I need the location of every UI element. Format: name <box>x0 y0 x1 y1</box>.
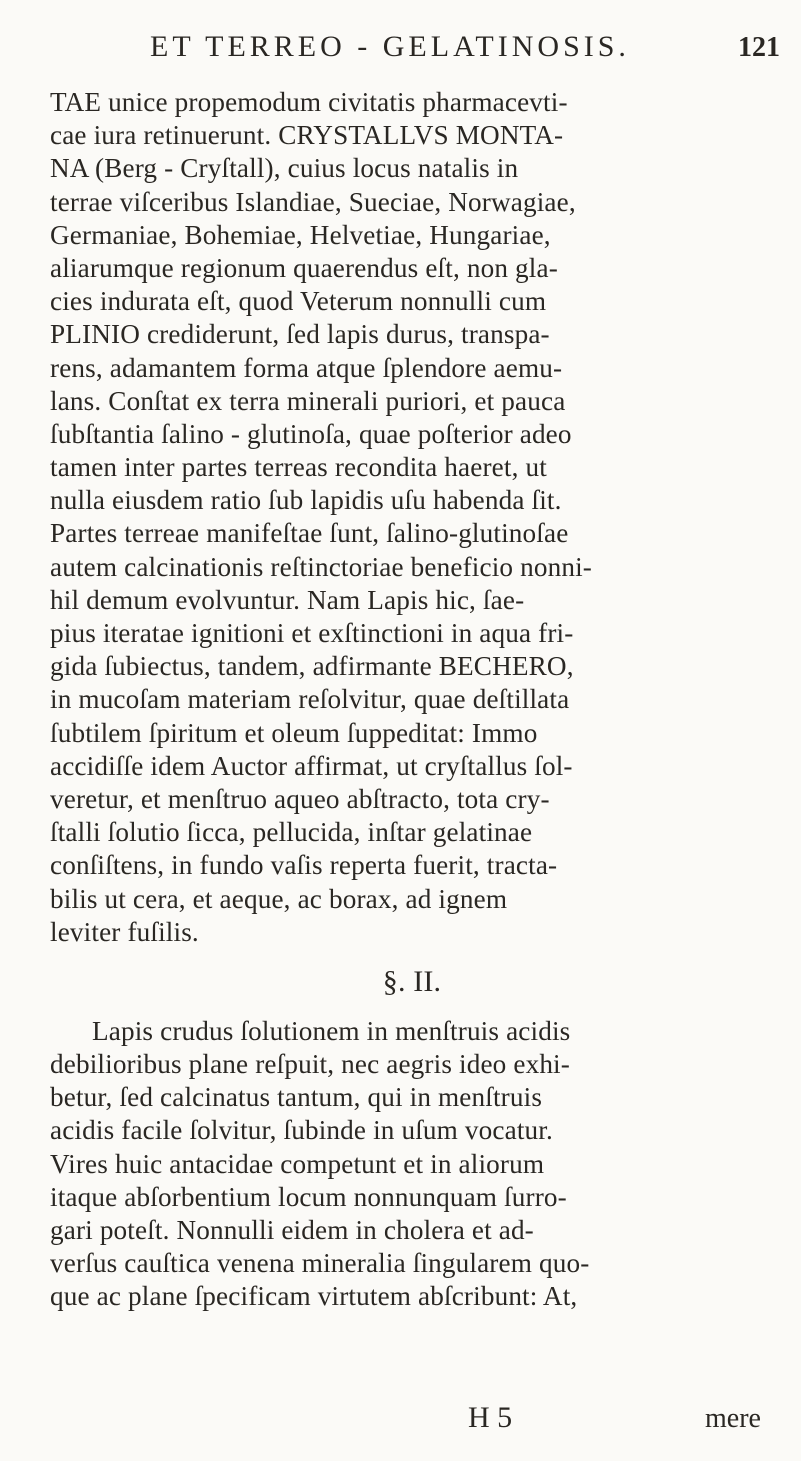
text-line: ſubſtantia ſalino - glutinoſa, quae poſterior adeo <box>50 418 572 449</box>
body-text <box>50 86 790 1314</box>
text-line: pius iteratae ignitioni et exſtinctioni in aqua fri- <box>50 618 574 648</box>
text-line: acidis facile ſolvitur, ſubinde in uſum vocatur. <box>50 1115 553 1146</box>
text-line: bilis ut cera, et aeque, ac borax, ad ignem <box>50 883 508 914</box>
text-line: lans. Conſtat ex terra minerali puriori, et pauca <box>50 385 566 416</box>
text-line: cies indurata eſt, quod Veterum nonnulli cum <box>50 286 547 317</box>
text-line: verſus cauſtica venena mineralia ſingularem quo- <box>50 1248 590 1279</box>
text-line: NA (Berg - Cryſtall), cuius locus natalis in <box>50 153 519 184</box>
text-line: hil demum evolvuntur. Nam Lapis hic, ſae- <box>50 584 525 615</box>
signature-mark: H 5 <box>468 1401 513 1434</box>
text-line: TAE unice propemodum civitatis pharmacevti- <box>50 87 568 117</box>
paragraph-2 <box>50 1015 790 1314</box>
running-title: ET TERREO - GELATINOSIS. <box>150 30 630 63</box>
text-line: betur, ſed calcinatus tantum, qui in menſtruis <box>50 1082 543 1113</box>
text-line: gari poteſt. Nonnulli eidem in cholera et ad- <box>50 1215 534 1245</box>
text-line: in mucoſam materiam reſolvitur, quae deſtillata <box>50 684 570 715</box>
section-heading: §. II. <box>382 964 442 998</box>
text-line: ſtalli ſolutio ſicca, pellucida, inſtar gelatinae <box>50 817 533 848</box>
text-line: Partes terreae manifeſtae ſunt, ſalino-glutinoſae <box>50 518 569 549</box>
text-line: veretur, et menſtruo aqueo abſtracto, tota cry- <box>50 783 550 814</box>
text-line: aliarumque regionum quaerendus eſt, non gla- <box>50 252 558 283</box>
text-line: debilioribus plane reſpuit, nec aegris ideo exhi- <box>50 1049 570 1080</box>
text-line: PLINIO crediderunt, ſed lapis durus, transpa- <box>50 319 550 350</box>
text-line: rens, adamantem forma atque ſplendore aemu- <box>50 352 563 383</box>
text-line: autem calcinationis reſtinctoriae beneficio nonni- <box>50 551 592 582</box>
text-line: nulla eiusdem ratio ſub lapidis uſu habenda ſit. <box>50 485 562 516</box>
text-line: gida ſubiectus, tandem, adfirmante BECHERO, <box>50 651 574 682</box>
text-line: cae iura retinuerunt. CRYSTALLVS MONTA- <box>50 120 564 151</box>
text-line: itaque abſorbentium locum nonnunquam ſurro- <box>50 1181 567 1212</box>
text-line: que ac plane ſpecificam virtutem abſcribunt: At, <box>50 1281 578 1312</box>
running-head <box>40 18 780 78</box>
text-line: tamen inter partes terreas recondita haeret, ut <box>50 452 547 483</box>
text-line: Vires huic antacidae competunt et in aliorum <box>50 1148 545 1179</box>
text-line: conſiſtens, in fundo vaſis reperta fuerit, tracta- <box>50 850 558 881</box>
text-line: Germaniae, Bohemiae, Helvetiae, Hungariae, <box>50 219 551 250</box>
catchword: mere <box>705 1403 761 1434</box>
page-number: 121 <box>738 32 780 63</box>
text-line: terrae viſceribus Islandiae, Sueciae, Norwagiae, <box>50 186 576 217</box>
text-line: leviter fuſilis. <box>50 916 199 947</box>
text-line: ſubtilem ſpiritum et oleum ſuppeditat: Immo <box>50 717 538 748</box>
text-line: Lapis crudus ſolutionem in menſtruis acidis <box>92 1015 571 1046</box>
paragraph-1 <box>50 86 790 949</box>
text-line: accidiſſe idem Auctor affirmat, ut cryſtallus ſol- <box>50 750 573 781</box>
